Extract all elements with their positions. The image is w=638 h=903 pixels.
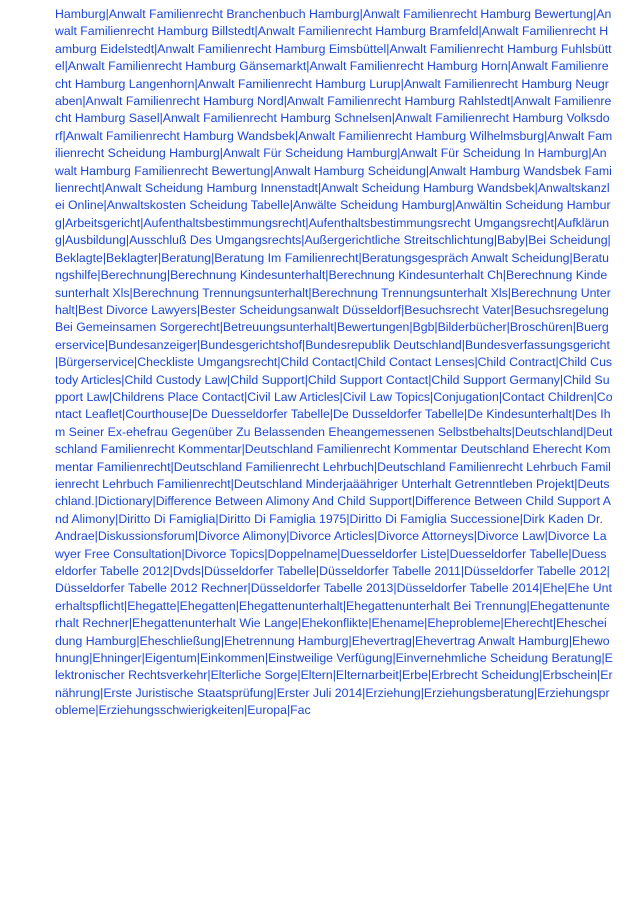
keyword-link-block bbox=[55, 6, 613, 720]
keyword-links[interactable]: Hamburg|Anwalt Familienrecht Branchenbuch Hamburg|Anwalt Familienrecht Hamburg Bewertung|Anwalt Familienrecht Hamburg Billstedt|Anwalt Familienrecht Hamburg Bramfeld|Anwalt Familienrecht Hamburg Eidelstedt|Anwalt Familienrecht Hamburg Eimsbüttel|Anwalt Familienrecht Hamburg Fuhlsbüttel|Anwalt Familienrecht Hamburg Gänsemarkt|Anwalt Familienrecht Hamburg Horn|Anwalt Familienrecht Hamburg Langenhorn|Anwalt Familienrecht Hamburg Lurup|Anwalt Familienrecht Hamburg Neugraben|Anwalt Familienrecht Hamburg Nord|Anwalt Familienrecht Hamburg Rahlstedt|Anwalt Familienrecht Hamburg Sasel|Anwalt Familienrecht Hamburg Schnelsen|Anwalt Familienrecht Hamburg Volksdorf|Anwalt Familienrecht Hamburg Wandsbek|Anwalt Familienrecht Hamburg Wilhelmsburg|Anwalt Familienrecht Scheidung Hamburg|Anwalt Für Scheidung Hamburg|Anwalt Für Scheidung In Hamburg|Anwalt Hamburg Familienrecht Bewertung|Anwalt Hamburg Scheidung|Anwalt Hamburg Wandsbek Familienrecht|Anwalt Scheidung Hamburg Innenstadt|Anwalt Scheidung Hamburg Wandsbek|Anwaltskanzlei Online|Anwaltskosten Scheidung Tabelle|Anwälte Scheidung Hamburg|Anwältin Scheidung Hamburg|Arbeitsgericht|Aufenthaltsbestimmungsrecht|Aufenthaltsbestimmungsrecht Umgangsrecht|Aufklärung|Ausbildung|Ausschluß Des Umgangsrechts|Außergerichtliche Streitschlichtung|Baby|Bei Scheidung|Beklagte|Beklagter|Beratung|Beratung Im Familienrecht|Beratungsgespräch Anwalt Scheidung|Beratungshilfe|Berechnung|Berechnung Kindesunterhalt|Berechnung Kindesunterhalt Ch|Berechnung Kindesunterhalt Xls|Berechnung Trennungsunterhalt|Berechnung Trennungsunterhalt Xls|Berechnung Unterhalt|Best Divorce Lawyers|Bester Scheidungsanwalt Düsseldorf|Besuchsrecht Vater|Besuchsregelung Bei Gemeinsamen Sorgerecht|Betreuungsunterhalt|Bewertungen|Bgb|Bilderbücher|Broschüren|Buergerservice|Bundesanzeiger|Bundesgerichtshof|Bundesrepublik Deutschland|Bundesverfassungsgericht|Bürgerservice|Checkliste Umgangsrecht|Child Contact|Child Contact Lenses|Child Contract|Child Custody Articles|Child Custody Law|Child Support|Child Support Contact|Child Support Germany|Child Support Law|Childrens Place Contact|Civil Law Articles|Civil Law Topics|Conjugation|Contact Children|Contact Leaflet|Courthouse|De Duesseldorfer Tabelle|De Dusseldorfer Tabelle|De Kindesunterhalt|Des Ihm Seiner Ex-ehefrau Gegenüber Zu Belassenden Eheangemessenen Selbstbehalts|Deutschland|Deutschland Familienrecht Kommentar|Deutschland Familienrecht Kommentar Deutschland Eherecht Kommentar Familienrecht|Deutschland Familienrecht Lehrbuch|Deutschland Familienrecht Lehrbuch Familienrecht Lehrbuch Familienrecht|Deutschland Minderjaäähriger Unterhalt Getrenntleben Projekt|Deutschland.|Dictionary|Difference Between Alimony And Child Support|Difference Between Child Support And Alimony|Diritto Di Famiglia|Diritto Di Famiglia 1975|Diritto Di Famiglia Successione|Dirk Kaden Dr. Andrae|Diskussionsforum|Divorce Alimony|Divorce Articles|Divorce Attorneys|Divorce Law|Divorce Lawyer Free Consultation|Divorce Topics|Doppelname|Duesseldorfer Liste|Duesseldorfer Tabelle|Duesseldorfer Tabelle 2012|Dvds|Düsseldorfer Tabelle|Düsseldorfer Tabelle 2011|Düsseldorfer Tabelle 2012|Düsseldorfer Tabelle 2012 Rechner|Düsseldorfer Tabelle 2013|Düsseldorfer Tabelle 2014|Ehe|Ehe Unterhaltspflicht|Ehegatte|Ehegatten|Ehegattenunterhalt|Ehegattenunterhalt Bei Trennung|Ehegattenunterhalt Rechner|Ehegattenunterhalt Wie Lange|Ehekonflikte|Ehename|Eheprobleme|Eherecht|Ehescheidung Hamburg|Eheschließung|Ehetrennung Hamburg|Ehevertrag|Ehevertrag Anwalt Hamburg|Ehewohnung|Ehninger|Eigentum|Einkommen|Einstweilige Verfügung|Einvernehmliche Scheidung Beratung|Elektronischer Rechtsverkehr|Elterliche Sorge|Eltern|Elternarbeit|Erbe|Erbrecht Scheidung|Erbschein|Ernährung|Erste Juristische Staatsprüfung|Erster Juli 2014|Erziehung|Erziehungsberatung|Erziehungsprobleme|Erziehungsschwierigkeiten|Europa|Fac bbox=[55, 7, 613, 718]
